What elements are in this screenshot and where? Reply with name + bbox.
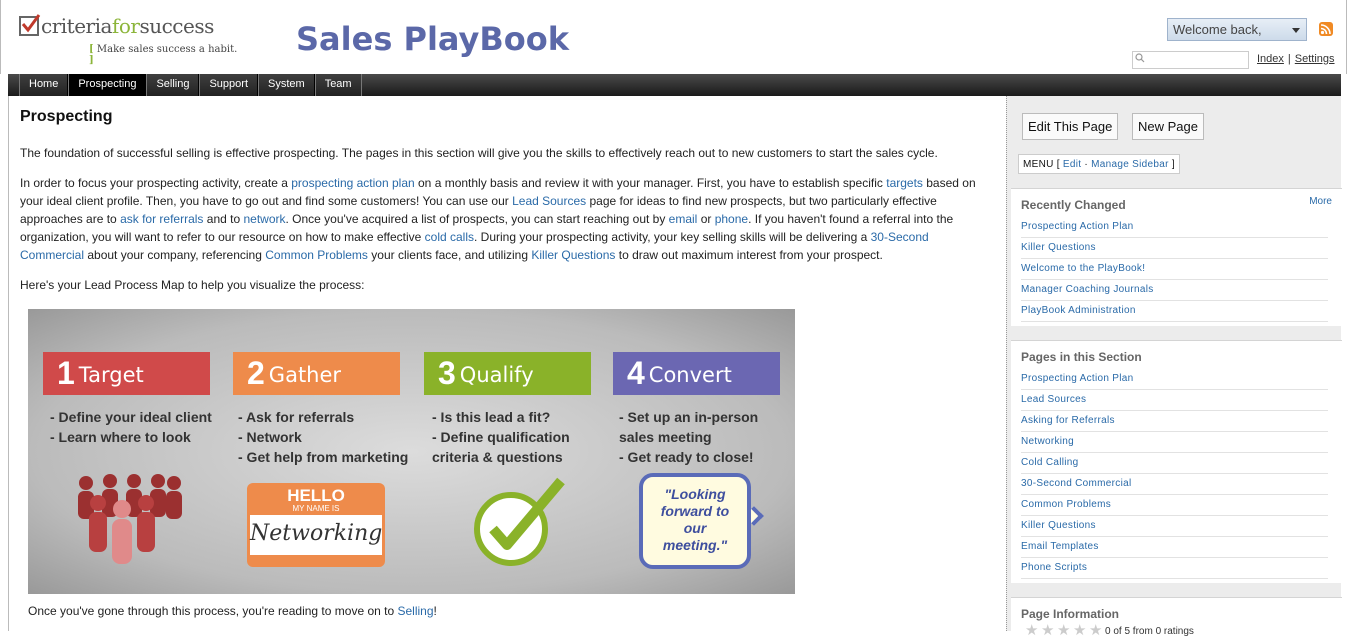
tab-team[interactable]: Team xyxy=(315,74,362,96)
hello-name-badge: HELLO MY NAME IS Networking xyxy=(247,483,385,567)
intro-paragraph: The foundation of successful selling is effective prospecting. The pages in this section will give you the skills to effectively reach out to new customers to start the sales cycle. xyxy=(20,146,938,160)
edit-page-button[interactable]: Edit This Page xyxy=(1022,113,1118,140)
checkmark-icon xyxy=(469,479,569,569)
link-cold-calls[interactable]: cold calls xyxy=(424,230,475,244)
section-page-item[interactable]: Networking xyxy=(1021,432,1328,453)
pages-in-section-title: Pages in this Section xyxy=(1021,350,1142,364)
search-icon xyxy=(1135,53,1145,63)
link-phone[interactable]: phone xyxy=(714,212,749,226)
link-targets[interactable]: targets xyxy=(886,176,923,190)
recently-changed-section xyxy=(1011,188,1342,326)
recent-item[interactable]: Killer Questions xyxy=(1021,238,1328,259)
body-paragraph: In order to focus your prospecting activity, create a prospecting action plan on a monthly basis and review it with your manager. First, you have to establish specific targets based on your ideal client profile. Then, you have to go out and find some customers! You can use our Lead Sources page for ideas to find new prospects, but two particularly effective approaches are to ask for referrals and to network. Once you've acquired a list of prospects, you can start reaching out by email or phone. If you haven't found a referral into the organization, you will want to refer to our resource on how to make effective cold calls. During your prospecting activity, your key selling skills will be delivering a 30-Second Commercial about your company, referencing Common Problems your clients face, and utilizing Killer Questions to draw out maximum interest from your prospect. xyxy=(20,176,976,262)
page-information-section xyxy=(1011,597,1342,637)
step-target-bullets: - Define your ideal client - Learn where to look xyxy=(50,409,212,445)
menu-edit-link[interactable]: Edit xyxy=(1062,159,1082,170)
main-nav xyxy=(8,74,1341,96)
step-convert-bullets: - Set up an in-person sales meeting - Get ready to close! xyxy=(619,409,759,465)
recent-item[interactable]: Manager Coaching Journals xyxy=(1021,280,1328,301)
section-page-item[interactable]: Lead Sources xyxy=(1021,390,1328,411)
rss-icon[interactable] xyxy=(1319,22,1333,36)
main-content xyxy=(20,108,995,306)
section-page-item[interactable]: Phone Scripts xyxy=(1021,558,1328,579)
star-icon[interactable]: ★ xyxy=(1089,622,1103,639)
settings-link[interactable]: Settings xyxy=(1294,53,1335,65)
step-gather: 2 Gather xyxy=(233,352,400,395)
section-page-item[interactable]: Asking for Referrals xyxy=(1021,411,1328,432)
rating-text: 0 of 5 from 0 ratings xyxy=(1105,626,1194,637)
link-email[interactable]: email xyxy=(668,212,698,226)
index-link[interactable]: Index xyxy=(1257,53,1284,65)
page-title: Prospecting xyxy=(20,108,113,125)
closing-paragraph: Once you've gone through this process, you're reading to move on to Selling! xyxy=(28,604,437,618)
lead-process-map xyxy=(28,309,795,594)
section-page-item[interactable]: Common Problems xyxy=(1021,495,1328,516)
star-icon[interactable]: ★ xyxy=(1041,622,1055,639)
brand-criteria: criteria xyxy=(41,14,112,38)
app-title: Sales PlayBook xyxy=(296,20,570,58)
link-lead-sources[interactable]: Lead Sources xyxy=(512,194,587,208)
more-link[interactable]: More xyxy=(1309,196,1332,207)
step-qualify-bullets: - Is this lead a fit? - Define qualification criteria & questions xyxy=(432,409,570,465)
star-rating[interactable] xyxy=(1025,624,1103,638)
link-30-second-commercial[interactable]: 30-Second Commercial xyxy=(20,230,929,262)
step-convert: 4 Convert xyxy=(613,352,780,395)
section-page-item[interactable]: Cold Calling xyxy=(1021,453,1328,474)
brand-success: success xyxy=(139,14,214,38)
tab-selling[interactable]: Selling xyxy=(146,74,199,96)
menu-tag: MENU [ Edit · Manage Sidebar ] xyxy=(1018,154,1180,174)
link-selling[interactable]: Selling xyxy=(397,604,434,618)
star-icon[interactable]: ★ xyxy=(1025,622,1039,639)
company-logo[interactable] xyxy=(19,14,244,64)
map-intro: Here's your Lead Process Map to help you visualize the process: xyxy=(20,278,365,292)
step-gather-bullets: - Ask for referrals - Network - Get help from marketing xyxy=(238,409,409,465)
tab-home[interactable]: Home xyxy=(19,74,68,96)
checkmark-logo-icon xyxy=(19,16,39,36)
search-input[interactable] xyxy=(1132,51,1249,69)
step-qualify: 3 Qualify xyxy=(424,352,591,395)
manage-sidebar-link[interactable]: Manage Sidebar xyxy=(1091,159,1169,170)
recent-item[interactable]: PlayBook Administration xyxy=(1021,301,1328,322)
tagline: [ Make sales success a habit. ] xyxy=(89,44,238,66)
brand-for: for xyxy=(111,14,140,38)
tab-system[interactable]: System xyxy=(258,74,315,96)
section-page-item[interactable]: Email Templates xyxy=(1021,537,1328,558)
star-icon[interactable]: ★ xyxy=(1057,622,1071,639)
link-killer-questions[interactable]: Killer Questions xyxy=(531,248,616,262)
people-group-icon xyxy=(68,469,188,569)
welcome-dropdown[interactable] xyxy=(1167,18,1307,41)
recent-item[interactable]: Prospecting Action Plan xyxy=(1021,217,1328,238)
tab-support[interactable]: Support xyxy=(199,74,258,96)
section-page-item[interactable]: Killer Questions xyxy=(1021,516,1328,537)
header xyxy=(0,0,1347,74)
section-page-item[interactable]: 30-Second Commercial xyxy=(1021,474,1328,495)
step-target: 1 Target xyxy=(43,352,210,395)
recently-changed-title: Recently Changed xyxy=(1021,198,1126,212)
new-page-button[interactable]: New Page xyxy=(1132,113,1204,140)
chevron-down-icon xyxy=(1292,28,1300,33)
welcome-text: Welcome back, xyxy=(1173,22,1262,37)
link-common-problems[interactable]: Common Problems xyxy=(265,248,368,262)
link-prospecting-action-plan[interactable]: prospecting action plan xyxy=(291,176,415,190)
link-network[interactable]: network xyxy=(243,212,286,226)
speech-bubble: "Looking forward to our meeting." xyxy=(639,473,751,569)
page-information-title: Page Information xyxy=(1021,607,1120,621)
section-page-item[interactable]: Prospecting Action Plan xyxy=(1021,369,1328,390)
sidebar xyxy=(1006,96,1341,639)
star-icon[interactable]: ★ xyxy=(1073,622,1087,639)
header-links: Index | Settings xyxy=(1257,53,1335,65)
tab-prospecting[interactable]: Prospecting xyxy=(68,74,146,96)
recent-item[interactable]: Welcome to the PlayBook! xyxy=(1021,259,1328,280)
link-ask-for-referrals[interactable]: ask for referrals xyxy=(120,212,204,226)
pages-in-section xyxy=(1011,340,1342,583)
